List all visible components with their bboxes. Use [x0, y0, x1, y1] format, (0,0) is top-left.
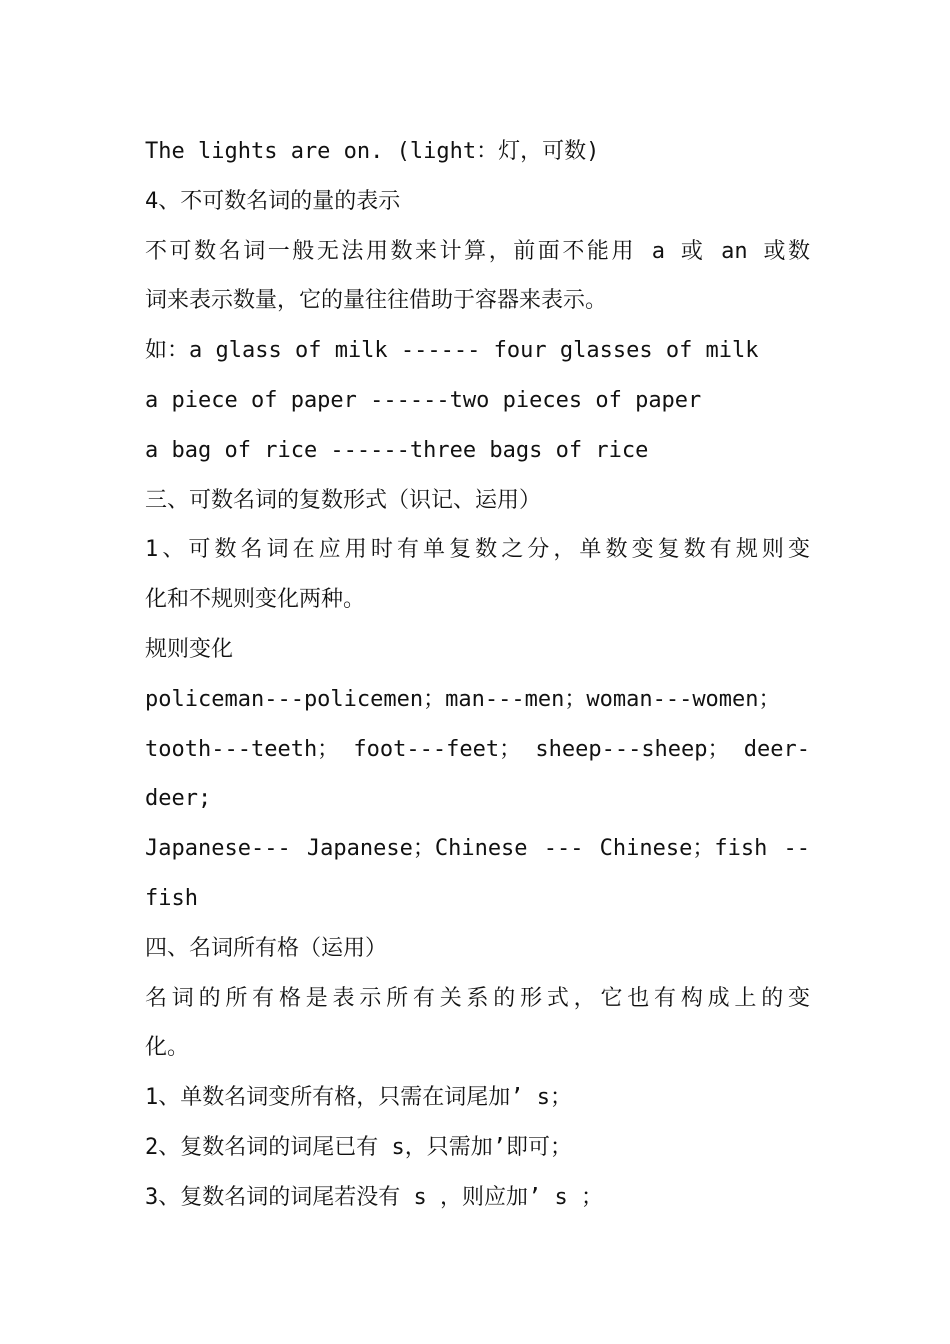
document-body [145, 127, 810, 1223]
section-heading: 四、名词所有格（运用） [145, 935, 388, 961]
rule-line: 1、单数名词变所有格，只需在词尾加’ s； [145, 1085, 572, 1111]
paragraph-line: 化。 [145, 1035, 190, 1061]
example-line: Japanese--- Japanese；Chinese --- Chinese；fish -- [145, 836, 810, 862]
example-line: tooth---teeth； foot---feet； sheep---sheep； deer- [145, 736, 810, 762]
subheading: 规则变化 [145, 636, 234, 662]
rule-line: 2、复数名词的词尾已有 s，只需加’即可； [145, 1134, 572, 1160]
example-line: a bag of rice ------three bags of rice [145, 437, 649, 463]
example-line: policeman---policemen；man---men；woman---women； [145, 686, 781, 712]
paragraph-line: 化和不规则变化两种。 [145, 587, 366, 613]
paragraph-line: 不可数名词一般无法用数来计算，前面不能用 a 或 an 或数 [145, 238, 810, 264]
example-line: deer; [145, 786, 212, 812]
example-line: a piece of paper ------two pieces of paper [145, 387, 702, 413]
rule-line: 3、复数名词的词尾若没有 s ，则应加’ s ； [145, 1184, 603, 1210]
section-heading: 4、不可数名词的量的表示 [145, 188, 401, 214]
paragraph-line: 1、可数名词在应用时有单复数之分，单数变复数有规则变 [145, 537, 810, 563]
section-heading: 三、可数名词的复数形式（识记、运用） [145, 487, 542, 513]
paragraph-line: 名词的所有格是表示所有关系的形式，它也有构成上的变 [145, 985, 810, 1011]
example-line: fish [145, 885, 198, 911]
paragraph-line: 词来表示数量，它的量往往借助于容器来表示。 [145, 288, 608, 314]
text-line: The lights are on. (light：灯，可数) [145, 139, 600, 164]
example-line: 如：a glass of milk ------ four glasses of milk [145, 338, 759, 364]
